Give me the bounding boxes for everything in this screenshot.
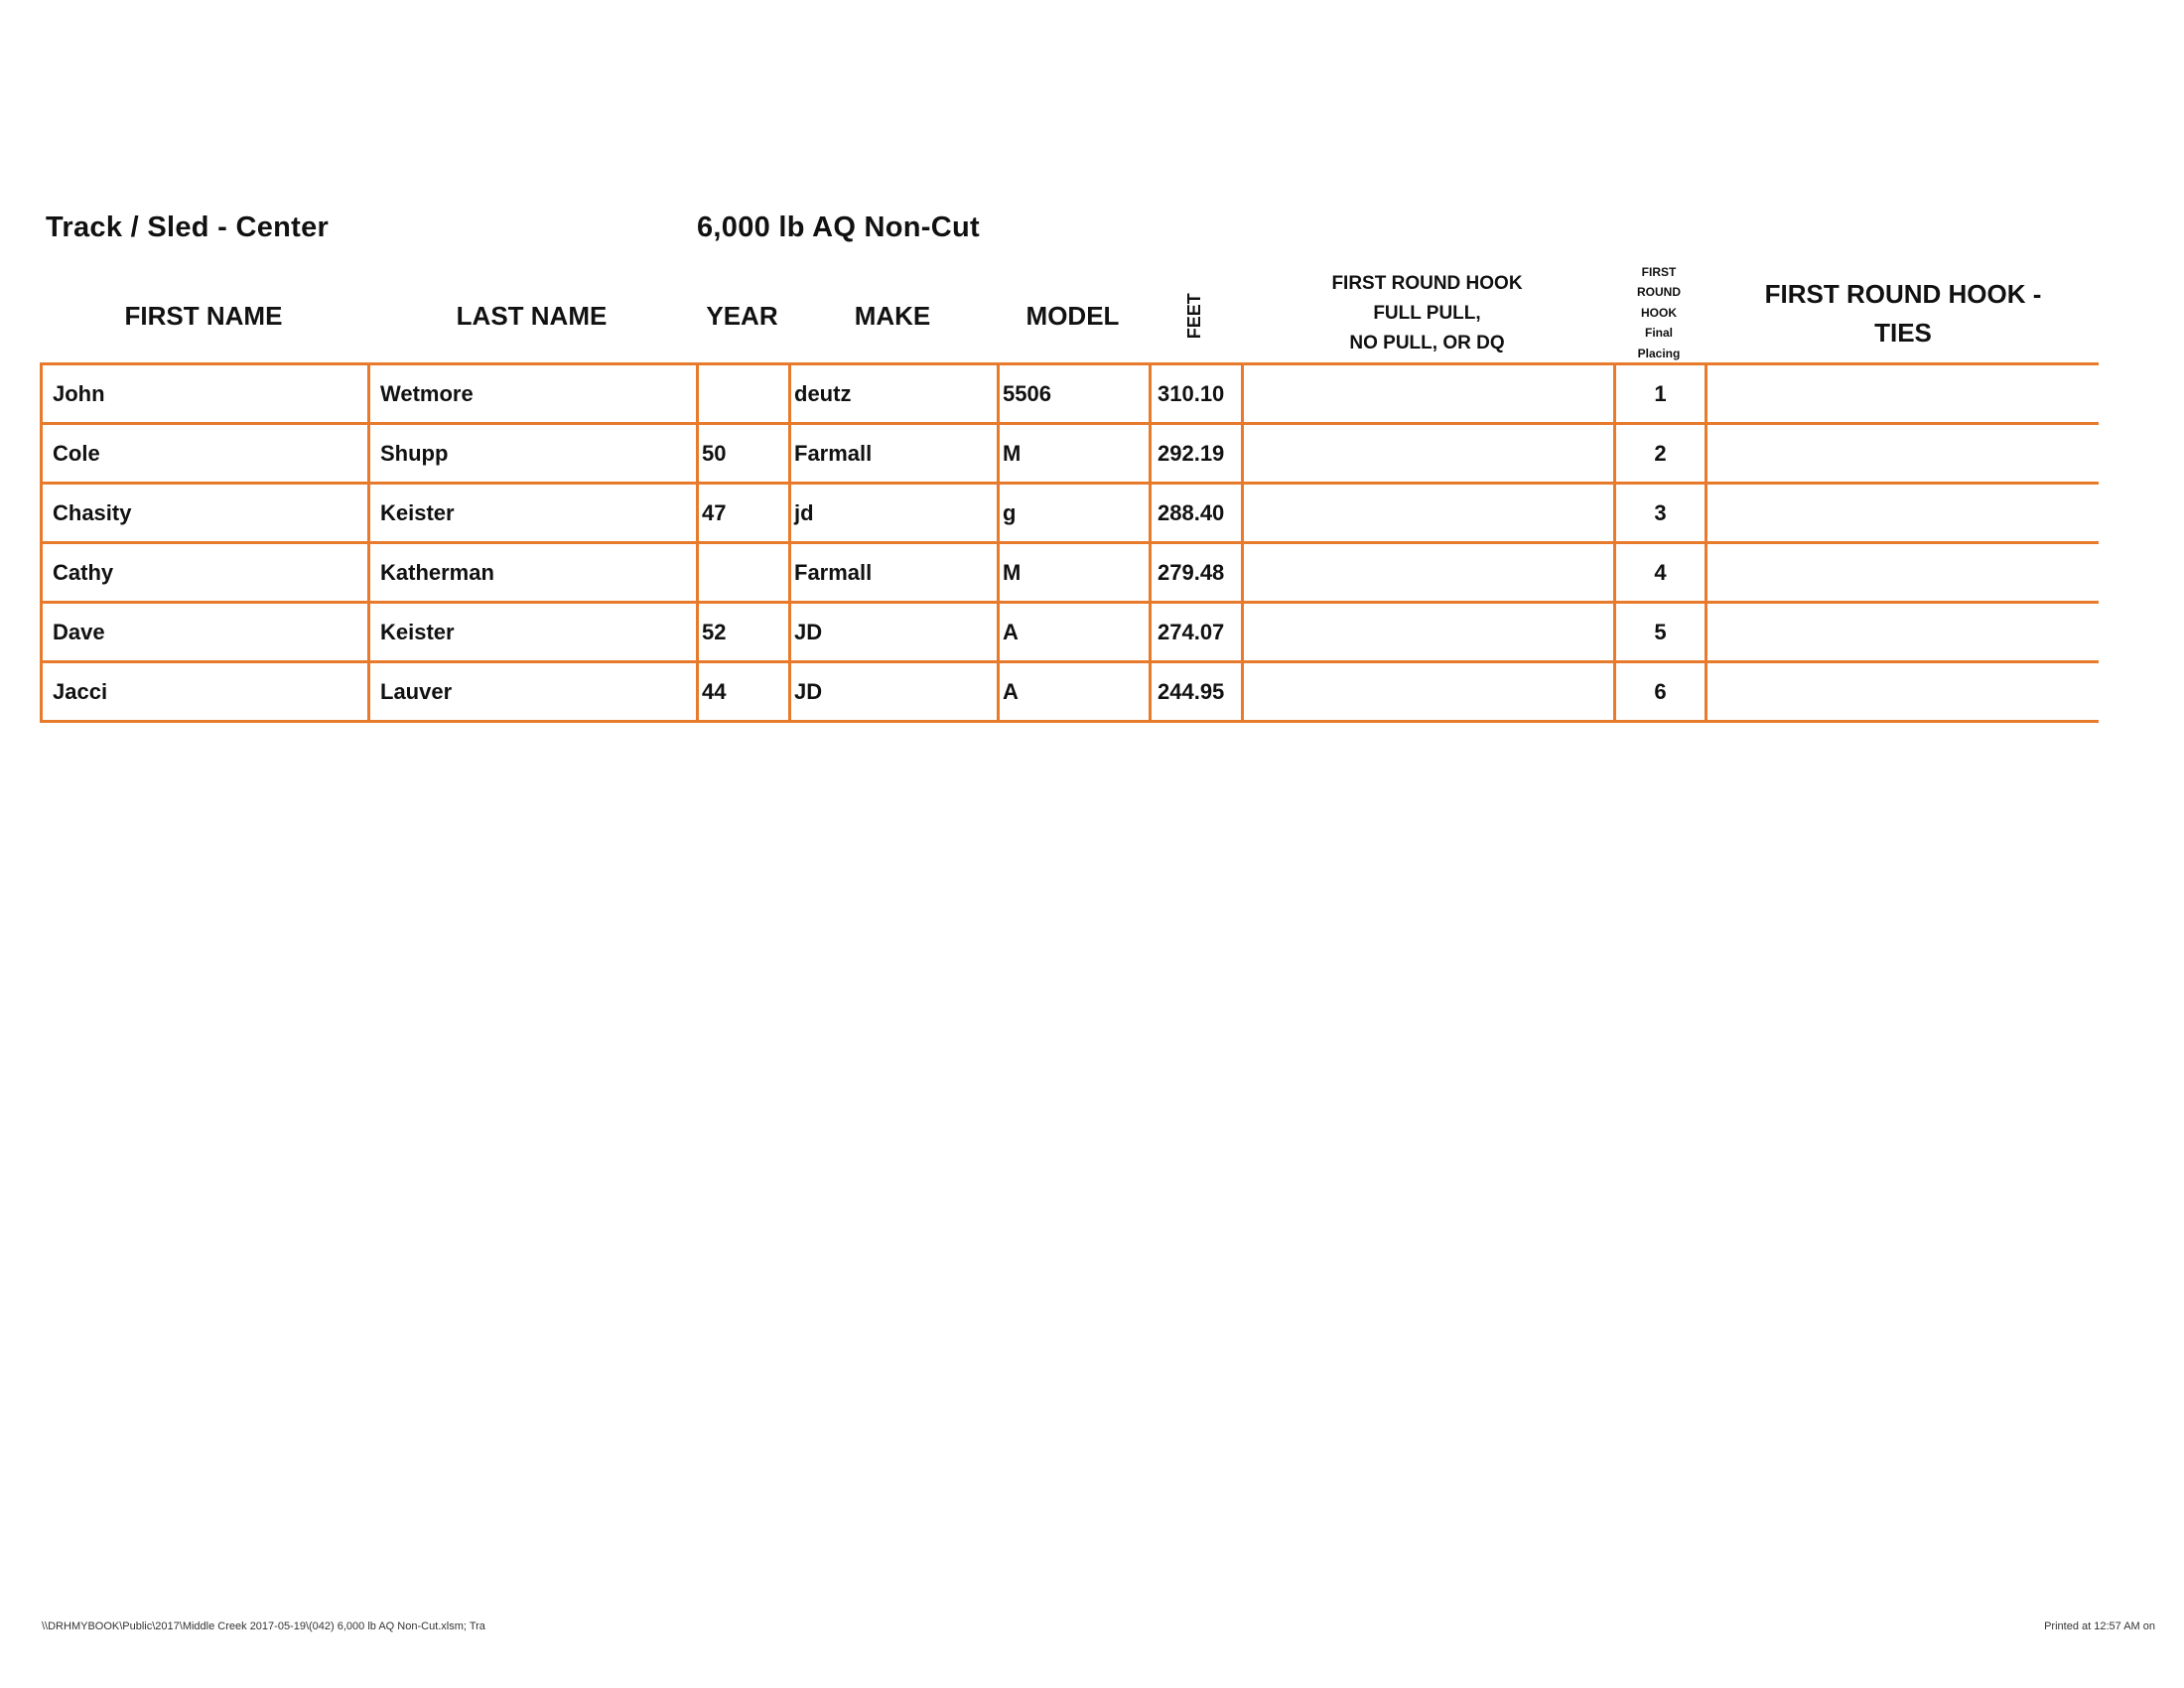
cell-placing: 5 xyxy=(1615,603,1706,662)
header-feet: FEET xyxy=(1184,292,1205,340)
cell-last-name: Keister xyxy=(369,603,698,662)
cell-feet: 310.10 xyxy=(1151,364,1243,424)
header-feet-cell xyxy=(1149,278,1241,353)
header-ties-line-1: FIRST ROUND HOOK - xyxy=(1764,279,2042,309)
cell-first-name: John xyxy=(42,364,369,424)
cell-make: JD xyxy=(790,603,999,662)
class-title: 6,000 lb AQ Non-Cut xyxy=(697,211,980,243)
cell-last-name: Keister xyxy=(369,484,698,543)
cell-feet: 244.95 xyxy=(1151,662,1243,722)
cell-make: Farmall xyxy=(790,543,999,603)
header-hook-status-line-2: FULL PULL, xyxy=(1373,303,1481,324)
cell-feet: 288.40 xyxy=(1151,484,1243,543)
cell-make: Farmall xyxy=(790,424,999,484)
cell-feet: 292.19 xyxy=(1151,424,1243,484)
cell-model: 5506 xyxy=(999,364,1151,424)
cell-ties xyxy=(1706,424,2099,484)
header-placing-line-5: Placing xyxy=(1637,346,1681,360)
header-year: YEAR xyxy=(706,300,778,331)
cell-first-name: Cathy xyxy=(42,543,369,603)
cell-feet: 274.07 xyxy=(1151,603,1243,662)
table-row xyxy=(42,543,2099,603)
cell-hook-status xyxy=(1243,424,1615,484)
cell-ties xyxy=(1706,484,2099,543)
header-final-placing xyxy=(1613,261,1705,364)
header-hook-status-line-1: FIRST ROUND HOOK xyxy=(1331,273,1523,294)
cell-first-name: Dave xyxy=(42,603,369,662)
cell-make: deutz xyxy=(790,364,999,424)
cell-first-name: Chasity xyxy=(42,484,369,543)
header-last-name: LAST NAME xyxy=(456,300,608,331)
table-row xyxy=(42,424,2099,484)
table-row xyxy=(42,603,2099,662)
cell-model: A xyxy=(999,662,1151,722)
cell-last-name: Shupp xyxy=(369,424,698,484)
table-row xyxy=(42,364,2099,424)
footer-file-path: \\DRHMYBOOK\Public\2017\Middle Creek 2017-05-19\(042) 6,000 lb AQ Non-Cut.xlsm; Tra xyxy=(42,1620,485,1632)
track-title: Track / Sled - Center xyxy=(46,211,330,243)
cell-ties xyxy=(1706,662,2099,722)
table-row xyxy=(42,484,2099,543)
cell-make: JD xyxy=(790,662,999,722)
cell-placing: 4 xyxy=(1615,543,1706,603)
cell-model: M xyxy=(999,424,1151,484)
cell-ties xyxy=(1706,543,2099,603)
cell-model: M xyxy=(999,543,1151,603)
header-placing-line-3: HOOK xyxy=(1641,305,1677,320)
cell-ties xyxy=(1706,364,2099,424)
cell-year xyxy=(698,543,790,603)
footer-printed-at: Printed at 12:57 AM on xyxy=(2044,1620,2155,1632)
results-table xyxy=(40,362,2099,723)
cell-year xyxy=(698,364,790,424)
header-hook-status-line-3: NO PULL, OR DQ xyxy=(1349,333,1505,353)
cell-last-name: Katherman xyxy=(369,543,698,603)
cell-hook-status xyxy=(1243,364,1615,424)
cell-placing: 3 xyxy=(1615,484,1706,543)
cell-model: g xyxy=(999,484,1151,543)
cell-year: 50 xyxy=(698,424,790,484)
cell-year: 44 xyxy=(698,662,790,722)
header-ties xyxy=(1705,274,2102,353)
cell-hook-status xyxy=(1243,662,1615,722)
cell-hook-status xyxy=(1243,484,1615,543)
cell-year: 47 xyxy=(698,484,790,543)
header-ties-line-2: TIES xyxy=(1874,318,1932,348)
cell-model: A xyxy=(999,603,1151,662)
cell-feet: 279.48 xyxy=(1151,543,1243,603)
header-model: MODEL xyxy=(1025,300,1120,331)
cell-placing: 1 xyxy=(1615,364,1706,424)
cell-ties xyxy=(1706,603,2099,662)
header-placing-line-1: FIRST xyxy=(1641,264,1677,279)
cell-placing: 6 xyxy=(1615,662,1706,722)
header-first-name: FIRST NAME xyxy=(124,300,283,331)
cell-hook-status xyxy=(1243,543,1615,603)
cell-make: jd xyxy=(790,484,999,543)
header-make: MAKE xyxy=(854,300,931,331)
header-placing-line-4: Final xyxy=(1644,326,1673,341)
cell-first-name: Cole xyxy=(42,424,369,484)
cell-year: 52 xyxy=(698,603,790,662)
table-row xyxy=(42,662,2099,722)
cell-placing: 2 xyxy=(1615,424,1706,484)
cell-last-name: Wetmore xyxy=(369,364,698,424)
cell-first-name: Jacci xyxy=(42,662,369,722)
cell-last-name: Lauver xyxy=(369,662,698,722)
header-hook-status xyxy=(1241,266,1613,361)
header-placing-line-2: ROUND xyxy=(1637,285,1681,300)
cell-hook-status xyxy=(1243,603,1615,662)
